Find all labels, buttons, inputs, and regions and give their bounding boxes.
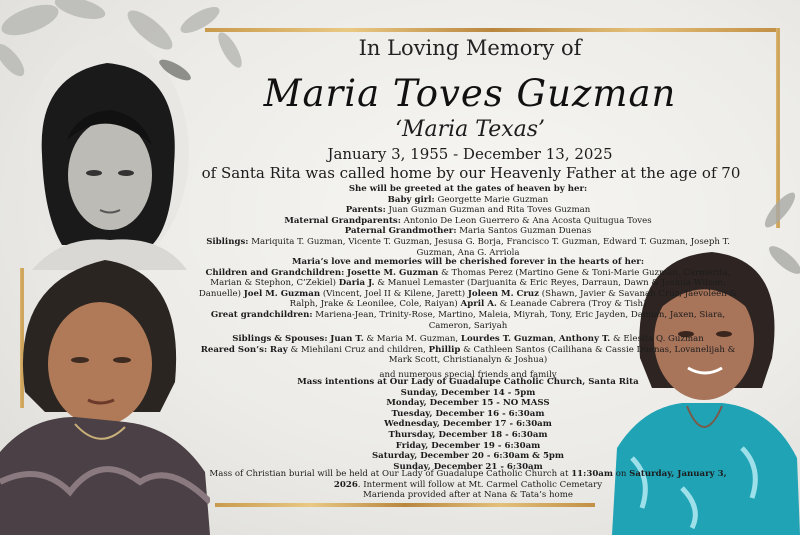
mass-item: Friday, December 19 - 6:30am	[395, 440, 541, 451]
greeted-section	[196, 184, 740, 258]
gold-frame-top	[205, 28, 780, 32]
burial-line: Mass of Christian burial will be held at Our Lady of Guadalupe Catholic Church at 11:30am on Saturday, January 3, 2026. Interment will follow at Mt. Carmel Catholic Cemetary	[209, 469, 727, 490]
children-grandchildren: Children and Grandchildren: Josette M. Guzman & Thomas Perez (Martino Gene & Toni-Marie Guzman, Carmerita, Marian & Stephon, C’Zekiel) Daria J. & Manuel Lemaster (Darjuanita & Eric Reyes, Darraun, Dawn & Joshua Wilson, Danuelle) Joel M. Guzman (Vincent, Joel II & Kilene, Jarett) Joleen M. Cruz (Shawn, Javier & Savanah Cruz, Jaevoleen & Ralph, Jrake & Leonilee, Cole, Raiyan) April A. & Leanade Cabrera (Troy & Tish)	[198, 267, 738, 310]
burial-section	[196, 469, 740, 501]
mass-item: Monday, December 15 - NO MASS	[386, 398, 550, 409]
friends-line: and numerous special friends and family	[379, 369, 557, 380]
greeted-intro: She will be greeted at the gates of heaven by her:	[348, 184, 588, 194]
cherished-section	[196, 257, 740, 381]
called-home-line: of Santa Rita was called home by our Heavenly Father at the age of 70	[201, 164, 741, 182]
life-dates: January 3, 1955 - December 13, 2025	[327, 145, 613, 163]
cherished-intro: Maria’s love and memories will be cherished forever in the hearts of her:	[292, 257, 644, 267]
paternal-grandmother-line: Paternal Grandmother: Maria Santos Guzman Duenas	[344, 226, 592, 237]
parents-line: Parents: Juan Guzman Guzman and Rita Toves Guzman	[345, 205, 591, 216]
nickname: ‘Maria Texas’	[394, 117, 546, 142]
mass-item: Sunday, December 21 - 6:30am	[393, 461, 543, 472]
mass-item: Thursday, December 18 - 6:30am	[388, 429, 548, 440]
siblings-line: Siblings: Mariquita T. Guzman, Vicente T. Guzman, Jesusa G. Borja, Francisco T. Guzman, Edward T. Guzman, Joseph T. Guzman, Ana G. Arriola	[206, 236, 730, 258]
mass-item: Sunday, December 14 - 5pm	[400, 387, 536, 398]
mass-intro: Mass intentions at Our Lady of Guadalupe Catholic Church, Santa Rita	[297, 377, 639, 387]
reared-sons: Reared Son’s: Ray & Miehilani Cruz and children, Phillip & Cathleen Santos (Cailihana & Cassie Duenas, Lovanelijah & Mark Scott, Christianalyn & Joshua)	[200, 344, 736, 366]
mass-item: Tuesday, December 16 - 6:30am	[391, 408, 545, 419]
mass-section	[196, 377, 740, 472]
gold-frame-bottom	[215, 503, 595, 507]
great-grandchildren: Great grandchildren: Mariena-Jean, Trinity-Rose, Martino, Maleia, Miyrah, Tony, Eric Jayden, Damian, Jaxen, Siara, Cameron, Sariyah	[210, 309, 726, 331]
young-portrait-photo	[22, 35, 192, 270]
mass-item: Saturday, December 20 - 6:30am & 5pm	[371, 451, 565, 462]
deceased-name: Maria Toves Guzman	[263, 72, 677, 115]
baby-girl-line: Baby girl: Georgette Marie Guzman	[387, 194, 549, 205]
mass-item: Wednesday, December 17 - 6:30am	[384, 419, 552, 430]
memory-heading: In Loving Memory of	[358, 36, 582, 60]
siblings-spouses: Siblings & Spouses: Juan T. & Maria M. Guzman, Lourdes T. Guzman, Anthony T. & Elesita Q. Guzman	[232, 334, 704, 345]
marienda-line: Marienda provided after at Nana & Tata’s home	[363, 490, 573, 501]
maternal-grandparents-line: Maternal Grandparents: Antonio De Leon Guerrero & Ana Acosta Quitugua Toves	[284, 215, 652, 226]
elder-portrait-left-photo	[0, 252, 210, 535]
